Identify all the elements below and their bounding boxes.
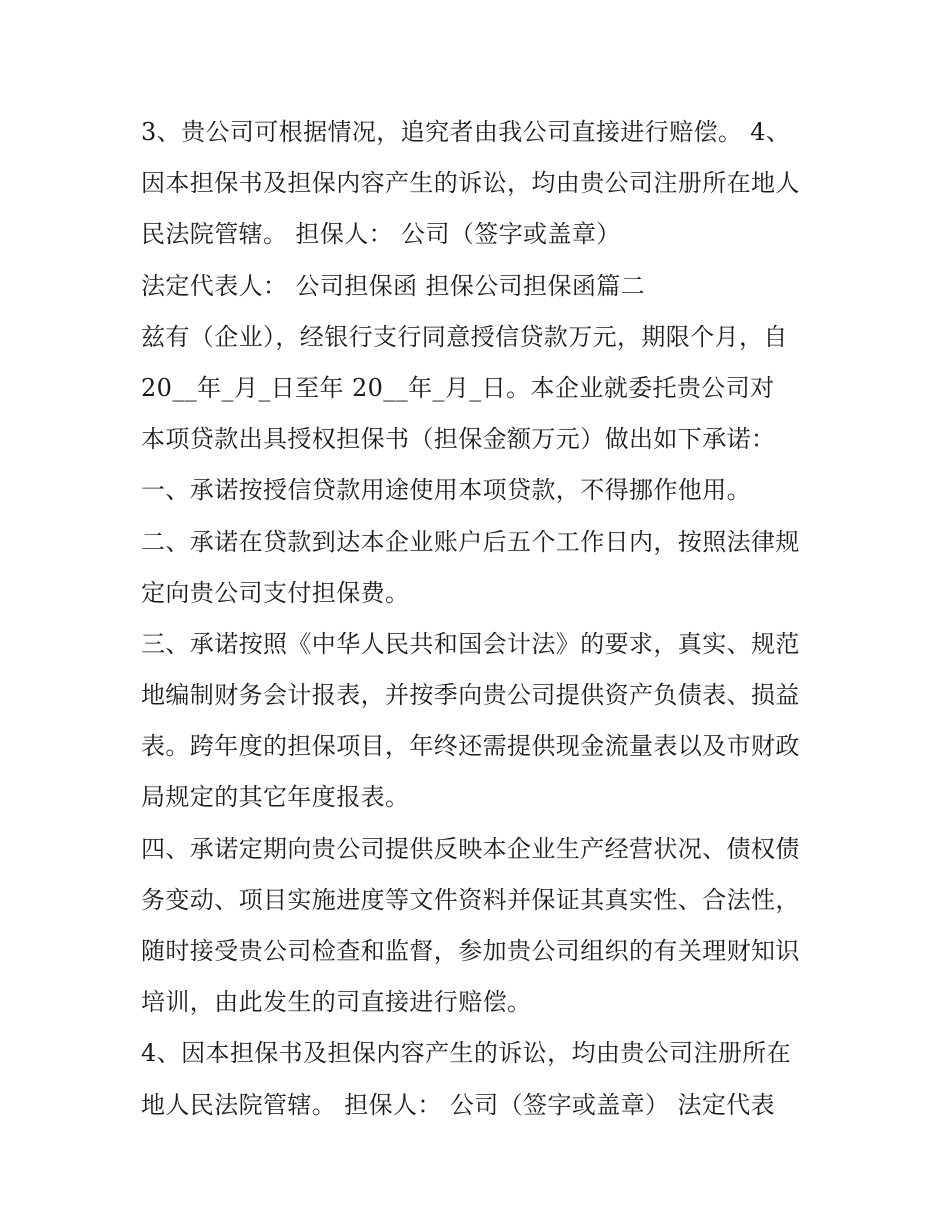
text-line: 地人民法院管辖。 担保人： 公司（签字或盖章） 法定代表 bbox=[141, 1090, 776, 1119]
text-line: 局规定的其它年度报表。 bbox=[141, 783, 410, 812]
text-line: 20__年_月_日至年 20__年_月_日。本企业就委托贵公司对 bbox=[141, 373, 775, 402]
text-line: 二、承诺在贷款到达本企业账户后五个工作日内，按照法律规 bbox=[141, 527, 800, 556]
text-line: 培训，由此发生的司直接进行赔偿。 bbox=[141, 988, 532, 1017]
text-line: 4、因本担保书及担保内容产生的诉讼，均由贵公司注册所在 bbox=[141, 1039, 792, 1068]
text-line: 务变动、项目实施进度等文件资料并保证其真实性、合法性， bbox=[141, 885, 800, 914]
text-line: 兹有（企业），经银行支行同意授信贷款万元，期限个月，自 bbox=[141, 322, 788, 351]
text-line: 3、贵公司可根据情况，追究者由我公司直接进行赔偿。 4、 bbox=[141, 118, 791, 146]
text-line: 三、承诺按照《中华人民共和国会计法》的要求，真实、规范 bbox=[141, 629, 800, 658]
text-line: 民法院管辖。 担保人： 公司（签字或盖章） bbox=[141, 220, 621, 249]
text-line: 因本担保书及担保内容产生的诉讼，均由贵公司注册所在地人 bbox=[141, 169, 800, 198]
text-line: 一、承诺按授信贷款用途使用本项贷款，不得挪作他用。 bbox=[141, 476, 751, 505]
text-line: 本项贷款出具授权担保书（担保金额万元）做出如下承诺： bbox=[141, 425, 776, 454]
text-line: 法定代表人： 公司担保函 担保公司担保函篇二 bbox=[141, 271, 646, 300]
document-body bbox=[141, 107, 821, 1131]
text-line: 四、承诺定期向贵公司提供反映本企业生产经营状况、债权债 bbox=[141, 834, 800, 863]
text-line: 定向贵公司支付担保费。 bbox=[141, 578, 410, 607]
text-line: 地编制财务会计报表，并按季向贵公司提供资产负债表、损益 bbox=[141, 681, 800, 710]
text-line: 表。跨年度的担保项目，年终还需提供现金流量表以及市财政 bbox=[141, 732, 800, 761]
text-line: 随时接受贵公司检查和监督，参加贵公司组织的有关理财知识 bbox=[141, 937, 800, 965]
